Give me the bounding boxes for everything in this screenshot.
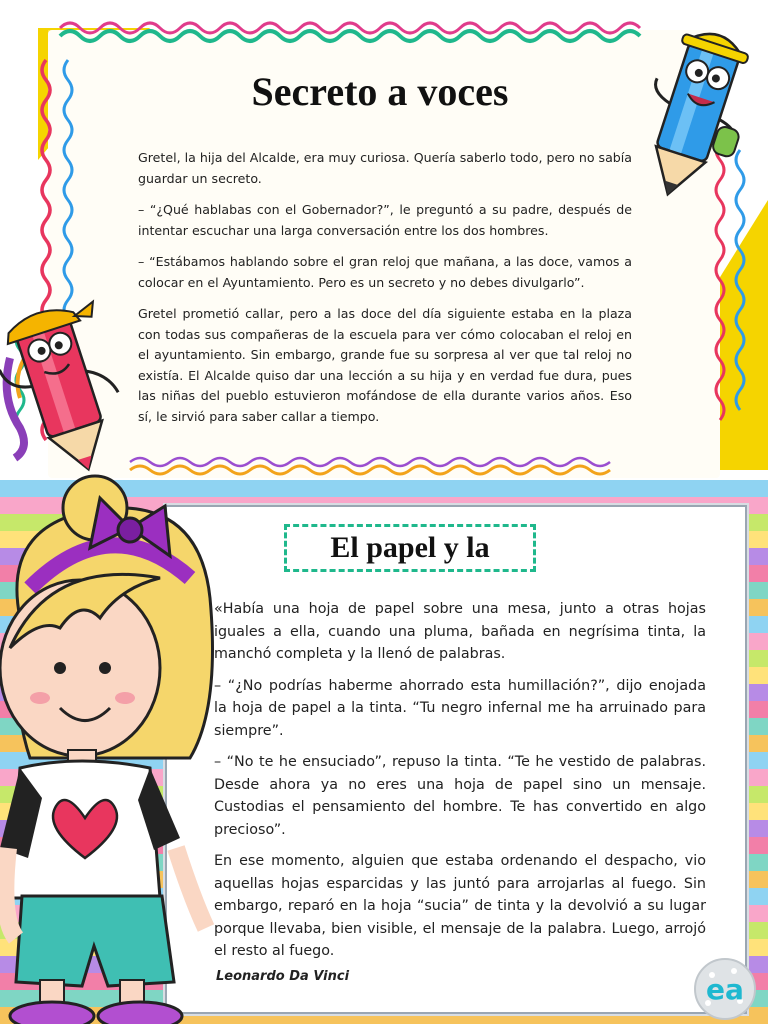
- story1-title: Secreto a voces: [251, 69, 509, 114]
- story1-paragraph: – “¿Qué hablabas con el Gobernador?”, le preguntó a su padre, después de intentar escuchar una larga conversación entre los dos hombres.: [138, 202, 632, 238]
- story1-paragraph: – “Estábamos hablando sobre el gran reloj que mañana, a las doce, vamos a colocar en el Ayuntamiento. Pero es un secreto y no debes divulgarlo”.: [138, 254, 632, 290]
- story2-paragraph: En ese momento, alguien que estaba ordenando el despacho, vio aquellas hojas esparcidas y las juntó para arrojarlas al fuego. Sin embargo, reparó en la hoja “sucia” de tinta y la devolvió a su lugar porque llevaba, bien visible, el mensaje de la palabra. Luego, arrojó el resto al fuego.: [214, 853, 706, 959]
- story2-paragraph: «Había una hoja de papel sobre una mesa, junto a otras hojas iguales a ella, cuando una pluma, bañada en negrísima tinta, la manchó completa y la llenó de palabras.: [214, 601, 706, 662]
- ea-logo-text: ea: [706, 973, 744, 1006]
- blue-pencil-character-icon: [640, 18, 768, 198]
- story1-body: [138, 148, 632, 438]
- story2-author: Leonardo Da Vinci: [216, 969, 350, 984]
- story1-paragraph: Gretel, la hija del Alcalde, era muy curiosa. Quería saberlo todo, pero no sabía guardar un secreto.: [138, 150, 633, 186]
- story1-paragraph: Gretel prometió callar, pero a las doce del día siguiente estaba en la plaza con todas sus compañeras de la escuela para ver cómo colocaban el reloj en el ayuntamiento. Sin embargo, grande fue su sorpresa al ver que tal reloj no existía. El Alcalde quiso dar una lección a su hija y en verdad fue dura, pues las niñas del pueblo estuvieron mofándose de ella durante varios años. Eso sí, le sirvió para saber callar a tiempo.: [138, 306, 632, 424]
- story2-body: [214, 598, 706, 972]
- girl-character-icon: [0, 468, 230, 1024]
- story2-paragraph: – “¿No podrías haberme ahorrado esta humillación?”, dijo enojada la hoja de papel a la tinta. “Tu negro infernal me ha arruinado para siempre”.: [214, 677, 706, 739]
- ea-logo-icon: [690, 955, 760, 1020]
- story2-title: El papel y la: [330, 531, 490, 564]
- story2-paragraph: – “No te he ensuciado”, repuso la tinta. “Te he vestido de palabras. Desde ahora ya no eres una hoja de papel sino un mensaje. Custodias el pensamiento del hombre. Te has convertido en algo precioso”.: [214, 754, 706, 838]
- red-pencil-character-icon: [0, 298, 140, 478]
